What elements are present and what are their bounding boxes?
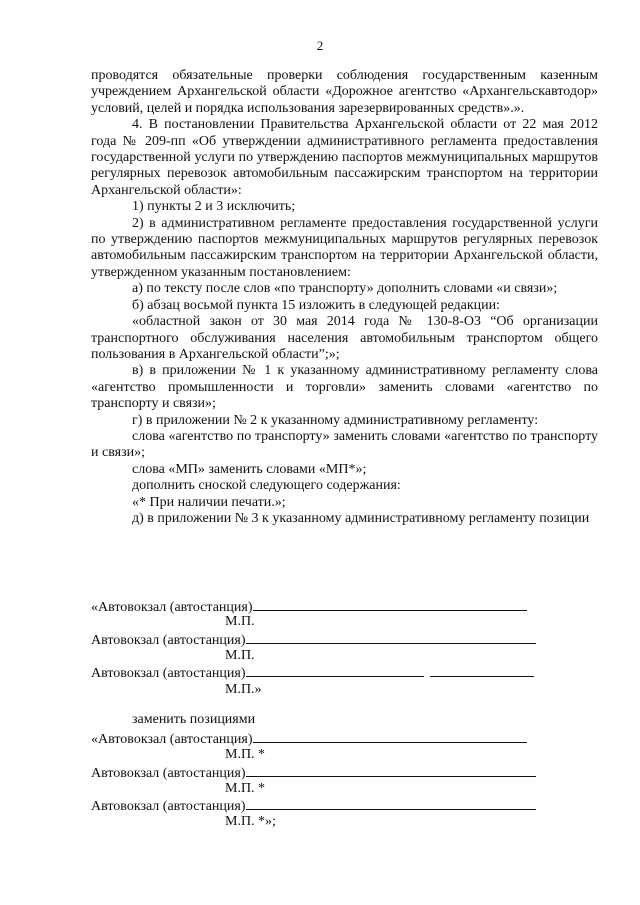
new-stamp-3: М.П. *»;	[225, 814, 276, 829]
signature-line	[253, 598, 527, 611]
paragraph-subitem-v: в) в приложении № 1 к указанному административному регламенту слова «агентство промышленности и торговли» заменить словами «агентство по транспорту и связи»;	[91, 363, 598, 412]
old-stamp-2: М.П.	[225, 648, 255, 663]
old-station-label-2: Автовокзал (автостанция)	[91, 633, 246, 648]
signature-line	[246, 631, 536, 644]
paragraph-continuation: проводятся обязательные проверки соблюдения государственным казенным учреждением Архангельской области «Дорожное агентство «Архангельскавтодор» условий, целей и порядка использования зарезервированных средств».».	[91, 68, 598, 116]
paragraph-subitem-d: д) в приложении № 3 к указанному административному регламенту позиции	[132, 510, 590, 526]
old-station-label-3: Автовокзал (автостанция)	[91, 666, 246, 681]
new-station-row-2	[91, 764, 536, 782]
old-station-row-2	[91, 631, 536, 649]
old-stamp-3: М.П.»	[225, 682, 262, 697]
new-station-label-1: «Автовокзал (автостанция)	[91, 732, 253, 747]
replace-label: заменить позициями	[132, 712, 256, 727]
paragraph-subitem-2: 2) в административном регламенте предоставления государственной услуги по утверждению паспортов межмуниципальных маршрутов регулярных перевозок автомобильным пассажирским транспортом на территории Архангельской области, утвержденном указанным постановлением:	[91, 215, 598, 280]
paragraph-subitem-1: 1) пункты 2 и 3 исключить;	[132, 199, 296, 215]
paragraph-subitem-b: б) абзац восьмой пункта 15 изложить в следующей редакции:	[132, 297, 501, 313]
old-station-label-1: «Автовокзал (автостанция)	[91, 600, 253, 615]
paragraph-replace-mp: слова «МП» заменить словами «МП*»;	[132, 461, 367, 477]
signature-line	[246, 764, 536, 777]
old-stamp-1: М.П.	[225, 614, 255, 629]
signature-line	[246, 797, 536, 810]
page-number: 2	[316, 38, 324, 53]
paragraph-subitem-g: г) в приложении № 2 к указанному административному регламенту:	[132, 412, 539, 428]
old-station-row-3	[91, 664, 534, 682]
paragraph-footnote-text: «* При наличии печати.»;	[132, 494, 286, 510]
old-station-row-1	[91, 598, 527, 616]
signature-line	[253, 730, 527, 743]
new-station-label-2: Автовокзал (автостанция)	[91, 766, 246, 781]
new-stamp-1: М.П. *	[225, 747, 266, 762]
document-body	[91, 68, 598, 527]
paragraph-add-footnote: дополнить сноской следующего содержания:	[132, 478, 401, 494]
new-station-row-3	[91, 797, 536, 815]
new-stamp-2: М.П. *	[225, 781, 266, 796]
paragraph-subitem-a: а) по тексту после слов «по транспорту» дополнить словами «и связи»;	[132, 281, 558, 297]
paragraph-item-4: 4. В постановлении Правительства Архангельской области от 22 мая 2012 года № 209-пп «Об утверждении административного регламента предоставления государственной услуги по утверждению паспортов межмуниципальных маршрутов регулярных перевозок автомобильным пассажирским транспортом на территории Архангельской области»:	[91, 117, 598, 198]
signature-line	[246, 664, 424, 677]
paragraph-replace-words: слова «агентство по транспорту» заменить словами «агентство по транспорту и связи»;	[91, 428, 598, 461]
paragraph-law-quote: «областной закон от 30 мая 2014 года № 130-8-ОЗ “Об организации транспортного обслуживания населения автомобильным транспортом общего пользования в Архангельской области”;»;	[91, 314, 598, 362]
signature-line	[430, 664, 534, 677]
new-station-label-3: Автовокзал (автостанция)	[91, 799, 246, 814]
new-station-row-1	[91, 730, 527, 748]
